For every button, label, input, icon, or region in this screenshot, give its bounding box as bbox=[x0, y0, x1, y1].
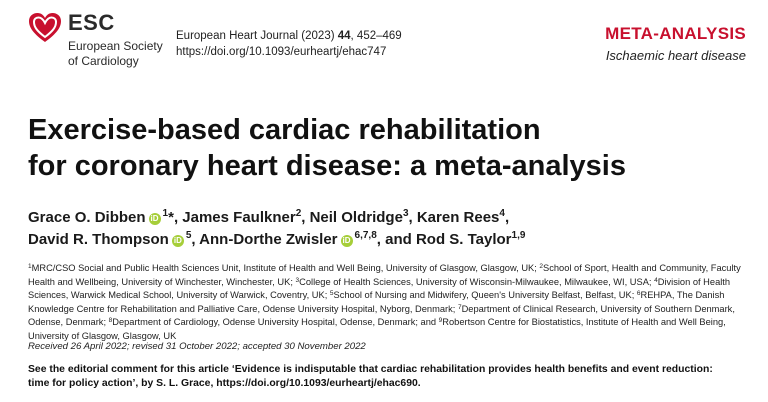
received-dates: Received 26 April 2022; revised 31 October 2022; accepted 30 November 2022 bbox=[28, 341, 366, 352]
affil-num: 7 bbox=[457, 303, 462, 311]
affil-text: School of Sport, Health and Community, Faculty Health and Wellbeing, University of Winchester, Winchester, UK; bbox=[28, 263, 741, 287]
heart-logo-icon bbox=[28, 12, 62, 44]
logo-line-2: of Cardiology bbox=[68, 54, 139, 68]
author-affil-ref: 6,7,8 bbox=[354, 230, 377, 241]
journal-pages: , 452–469 bbox=[350, 30, 402, 42]
author-name[interactable]: , James Faulkner bbox=[173, 209, 296, 226]
author-line-2 bbox=[28, 229, 753, 251]
author-affil-ref: 5 bbox=[185, 230, 192, 241]
affil-num: 9 bbox=[438, 317, 443, 325]
affil-num: 8 bbox=[108, 317, 113, 325]
journal-name: European Heart Journal (2023) bbox=[176, 30, 335, 42]
affil-num: 1 bbox=[28, 263, 32, 270]
affil-text: College of Health Sciences, University of Wisconsin-Milwaukee, Milwaukee, WI, USA; bbox=[299, 276, 655, 287]
affil-text: School of Nursing and Midwifery, Queen's University Belfast, Belfast, UK; bbox=[333, 290, 637, 301]
editorial-line-2[interactable]: time for policy action’, by S. L. Grace, https://doi.org/10.1093/eurheartj/ehac690. bbox=[28, 377, 421, 389]
author-affil-ref: 4 bbox=[499, 208, 505, 219]
affil-text: Division of Health Sciences, Warwick Medical School, University of Warwick, Coventry, UK; bbox=[28, 276, 731, 301]
corresponding-mark: * bbox=[168, 209, 174, 226]
affil-num: 6 bbox=[636, 290, 641, 298]
author-name[interactable]: , and Rod S. Taylor bbox=[376, 231, 512, 248]
logo-wordmark: ESC bbox=[68, 10, 115, 35]
author-line-1 bbox=[28, 207, 753, 229]
author-affil-ref: 2 bbox=[295, 208, 302, 219]
article-title bbox=[28, 112, 748, 184]
affil-num: 2 bbox=[539, 263, 544, 270]
editorial-line-1: See the editorial comment for this article ‘Evidence is indisputable that cardiac rehabilitation provides health benefits and event reduction: bbox=[28, 364, 713, 375]
orcid-icon[interactable]: iD bbox=[150, 214, 159, 223]
orcid-icon[interactable]: iD bbox=[173, 236, 182, 245]
affil-text: Department of Clinical Research, University of Southern Denmark, Odense, Denmark; bbox=[28, 303, 735, 328]
title-line-2: for coronary heart disease: a meta-analysis bbox=[28, 150, 626, 182]
doi-link[interactable]: https://doi.org/10.1093/eurheartj/ehac747 bbox=[176, 46, 387, 58]
author-affil-ref: 3 bbox=[402, 208, 409, 219]
journal-citation bbox=[176, 30, 402, 42]
subject-label: Ischaemic heart disease bbox=[605, 48, 746, 63]
article-type-label: META-ANALYSIS bbox=[605, 24, 746, 43]
affil-text: REHPA, The Danish Knowledge Centre for Rehabilitation and Palliative Care, Odense University Hospital, Nyborg, Denmark; bbox=[28, 290, 725, 314]
author-name[interactable]: Grace O. Dibben bbox=[28, 209, 146, 226]
affil-text: Robertson Centre for Biostatistics, Institute of Health and Well Being, University of Glasgow, Glasgow, UK bbox=[28, 317, 726, 341]
author-name[interactable]: David R. Thompson bbox=[28, 231, 169, 248]
editorial-note bbox=[28, 363, 753, 390]
journal-volume: 44 bbox=[337, 30, 351, 42]
author-list bbox=[28, 207, 753, 251]
orcid-icon[interactable]: iD bbox=[342, 236, 351, 245]
author-affil-ref: 1,9 bbox=[511, 230, 526, 241]
affil-num: 3 bbox=[295, 276, 300, 284]
affil-text: Department of Cardiology, Odense University Hospital, Odense, Denmark; and bbox=[112, 317, 439, 328]
esc-logo[interactable] bbox=[28, 10, 168, 72]
author-name[interactable]: , Neil Oldridge bbox=[301, 209, 403, 226]
logo-line-1: European Society bbox=[68, 39, 163, 53]
affil-text: MRC/CSO Social and Public Health Sciences Unit, Institute of Health and Well Being, University of Glasgow, Glasgow, UK; bbox=[31, 263, 540, 273]
affil-num: 4 bbox=[654, 276, 658, 284]
author-separator: , bbox=[504, 209, 510, 226]
author-name[interactable]: , Karen Rees bbox=[408, 209, 500, 226]
title-line-1: Exercise-based cardiac rehabilitation bbox=[28, 114, 541, 146]
author-affil-ref: 1 bbox=[162, 208, 169, 219]
author-name[interactable]: , Ann-Dorthe Zwisler bbox=[191, 231, 338, 248]
affiliations bbox=[28, 262, 748, 344]
affil-num: 5 bbox=[329, 290, 334, 298]
